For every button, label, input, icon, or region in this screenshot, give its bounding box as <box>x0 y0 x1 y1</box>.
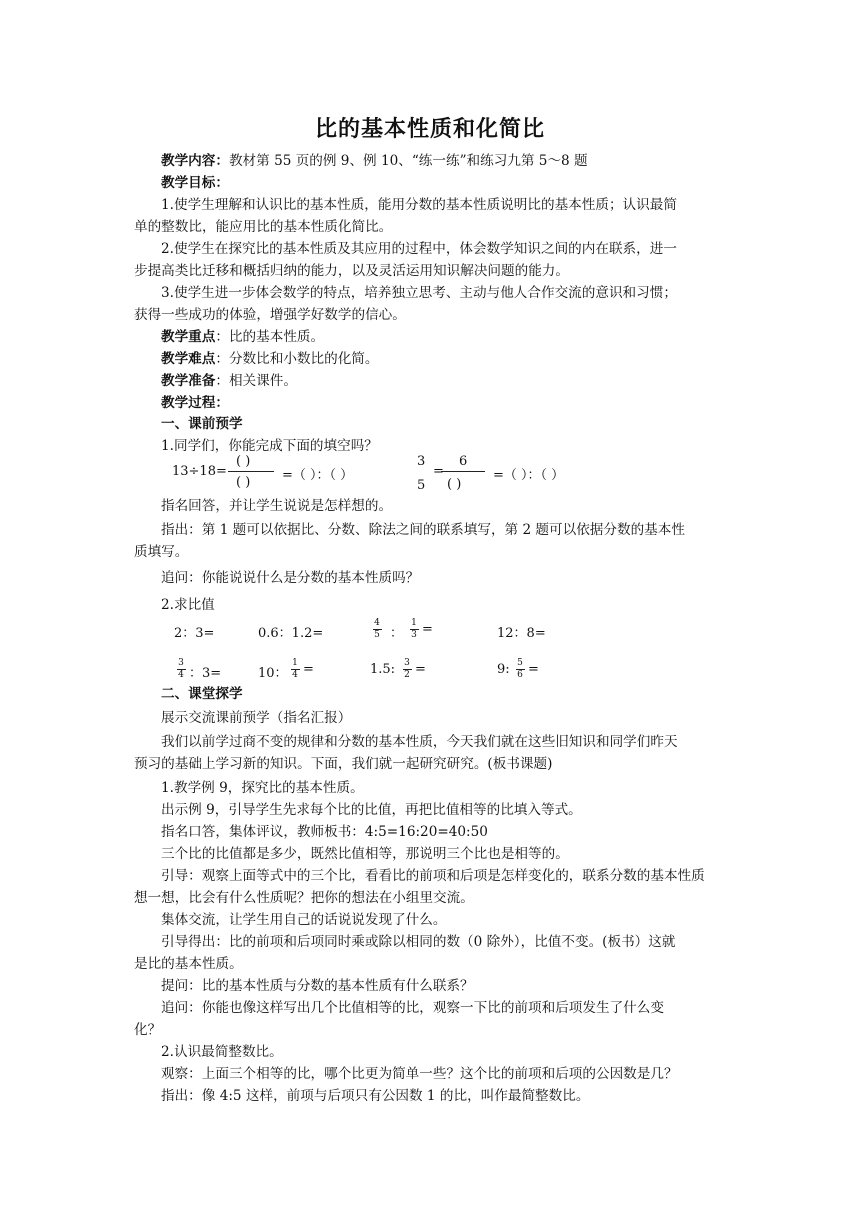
ratio-r1c3-den2: 3 <box>411 630 417 640</box>
goal-3-line-a: 3.使学生进一步体会数学的特点，培养独立思考、主动与他人合作交流的意识和习惯； <box>161 285 677 301</box>
ratio-r2c3-num: 3 <box>404 658 410 668</box>
teaching-content-text: 教材第 55 页的例 9、例 10、“练一练”和练习九第 5～8 题 <box>228 153 588 169</box>
ratio-r1c2: 0.6：1.2= <box>258 626 324 641</box>
goal-2-line-b: 步提高类比迁移和概括归纳的能力，以及灵活运用知识解决问题的能力。 <box>134 263 569 279</box>
step-2: 2.认识最简整数比。 <box>161 1044 283 1060</box>
key-point-line <box>161 326 324 348</box>
conclusion-line-b: 是比的基本性质。 <box>134 956 243 972</box>
ratio-r2c3-den: 2 <box>404 670 410 680</box>
ratio-r2c1-den: 4 <box>178 670 184 680</box>
ratio-r2c2-den: 4 <box>292 670 298 680</box>
ratio-r2c2-equals: = <box>303 662 314 677</box>
ratio-r2c4-den: 6 <box>517 670 523 680</box>
equation-2-numerator: 3 <box>417 454 426 469</box>
point-out-line-a: 指出：第 1 题可以依据比、分数、除法之间的联系填写，第 2 题可以依据分数的基本性 <box>161 522 685 538</box>
question-2: 2.求比值 <box>161 597 215 613</box>
conclusion-line-a: 引导得出：比的前项和后项同时乘或除以相同的数（0 除外），比值不变。(板书）这就 <box>161 934 676 950</box>
teaching-process-label: 教学过程： <box>161 395 229 411</box>
simplest-ratio-definition: 指出：像 4:5 这样，前项与后项只有公因数 1 的比，叫作最简整数比。 <box>161 1088 590 1104</box>
goal-1-line-b: 单的整数比，能应用比的基本性质化简比。 <box>134 219 393 235</box>
follow-up-line-a: 追问：你能也像这样写出几个比值相等的比，观察一下比的前项和后项发生了什么变 <box>161 1000 664 1016</box>
ratio-r1c4: 12：8= <box>497 626 546 641</box>
guide-line-a: 引导：观察上面等式中的三个比，看看比的前项和后项是怎样变化的，联系分数的基本性质 <box>161 868 705 884</box>
section-1-heading: 一、课前预学 <box>161 416 243 432</box>
teaching-content-line <box>161 150 588 172</box>
ratio-r2c2-pre: 10： <box>258 666 288 681</box>
step-1: 1.教学例 9，探究比的基本性质。 <box>161 780 364 796</box>
equation-1-denominator: ( ) <box>236 475 251 490</box>
relation-question: 提问：比的基本性质与分数的基本性质有什么联系？ <box>161 978 474 994</box>
ratio-r2c4-pre: 9: <box>497 662 510 677</box>
point-out-line-b: 质填写。 <box>134 544 189 560</box>
goal-3-line-b: 获得一些成功的体验，增强学好数学的信心。 <box>134 307 406 323</box>
equation-2-denominator-2: ( ) <box>447 477 462 492</box>
question-1: 1.同学们，你能完成下面的填空吗？ <box>161 438 378 454</box>
example-9-instruction: 出示例 9，引导学生先求每个比的比值，再把比值相等的比填入等式。 <box>161 802 582 818</box>
observe-question: 观察：上面三个相等的比，哪个比更为简单一些？这个比的前项和后项的公因数是几？ <box>161 1066 678 1082</box>
ratio-r1c3-num1: 4 <box>374 618 380 628</box>
board-writing: 指名口答，集体评议，教师板书：4:5=16:20=40:50 <box>161 824 488 840</box>
goal-2-line-a: 2.使学生在探究比的基本性质及其应用的过程中，体会数学知识之间的内在联系，进一 <box>161 241 677 257</box>
learned-line-a: 我们以前学过商不变的规律和分数的基本性质，今天我们就在这些旧知识和同学们昨天 <box>161 734 678 750</box>
ratio-r2c4-equals: = <box>528 662 539 677</box>
equation-1-left: 13÷18= <box>172 464 227 479</box>
preparation-text: ：相关课件。 <box>215 373 297 389</box>
key-point-label: 教学重点 <box>161 329 216 345</box>
ratio-r2c3-pre: 1.5: <box>370 662 396 677</box>
equation-1-fraction-bar <box>228 471 274 472</box>
learned-line-b: 预习的基础上学习新的知识。下面，我们就一起研究研究。(板书课题) <box>134 756 553 772</box>
ratio-r1c3-den1: 5 <box>374 630 380 640</box>
ratio-r1c3-num2: 1 <box>411 618 417 628</box>
equation-2-right: =（ ）：（ ） <box>493 468 565 483</box>
ratio-r1c3-colon: ： <box>390 626 404 641</box>
show-exchange: 展示交流课前预学（指名汇报） <box>161 710 352 726</box>
preparation-label: 教学准备 <box>161 373 216 389</box>
ratio-r2c1-end: ：3= <box>189 666 222 681</box>
difficulty-text: ：分数比和小数比的化简。 <box>215 351 379 367</box>
ratio-r1c3-equals: = <box>422 622 433 637</box>
ratio-r2c4-num: 5 <box>517 658 523 668</box>
answer-instruction: 指名回答，并让学生说说是怎样想的。 <box>161 498 393 514</box>
preparation-line <box>161 370 297 392</box>
teaching-goals-label: 教学目标： <box>161 175 229 191</box>
equation-2-fraction-bar <box>441 471 485 472</box>
equation-1-numerator: ( ) <box>236 454 251 469</box>
difficulty-line <box>161 348 379 370</box>
section-2-heading: 二、课堂探学 <box>161 686 243 702</box>
key-point-text: ：比的基本性质。 <box>215 329 325 345</box>
three-ratios-note: 三个比的比值都是多少，既然比值相等，那说明三个比也是相等的。 <box>161 846 569 862</box>
equation-2-numerator-2: 6 <box>459 454 468 469</box>
follow-up-question-1: 追问：你能说说什么是分数的基本性质吗？ <box>161 570 420 586</box>
teaching-content-label: 教学内容： <box>161 153 229 169</box>
difficulty-label: 教学难点 <box>161 351 216 367</box>
ratio-r2c2-num: 1 <box>292 658 298 668</box>
ratio-r2c1-num: 3 <box>178 658 184 668</box>
ratio-r1c1: 2：3= <box>174 626 215 641</box>
equation-1-right: =（ ）：（ ） <box>282 468 354 483</box>
goal-1-line-a: 1.使学生理解和认识比的基本性质，能用分数的基本性质说明比的基本性质；认识最简 <box>161 197 677 213</box>
equation-2-denominator: 5 <box>417 478 426 493</box>
group-exchange: 集体交流，让学生用自己的话说说发现了什么。 <box>161 912 447 928</box>
follow-up-line-b: 化？ <box>134 1022 162 1038</box>
guide-line-b: 想一想，比会有什么性质呢？把你的想法在小组里交流。 <box>134 890 474 906</box>
document-title: 比的基本性质和化简比 <box>314 117 545 142</box>
ratio-r2c3-equals: = <box>415 662 426 677</box>
equation-2-equals: = <box>433 464 444 479</box>
